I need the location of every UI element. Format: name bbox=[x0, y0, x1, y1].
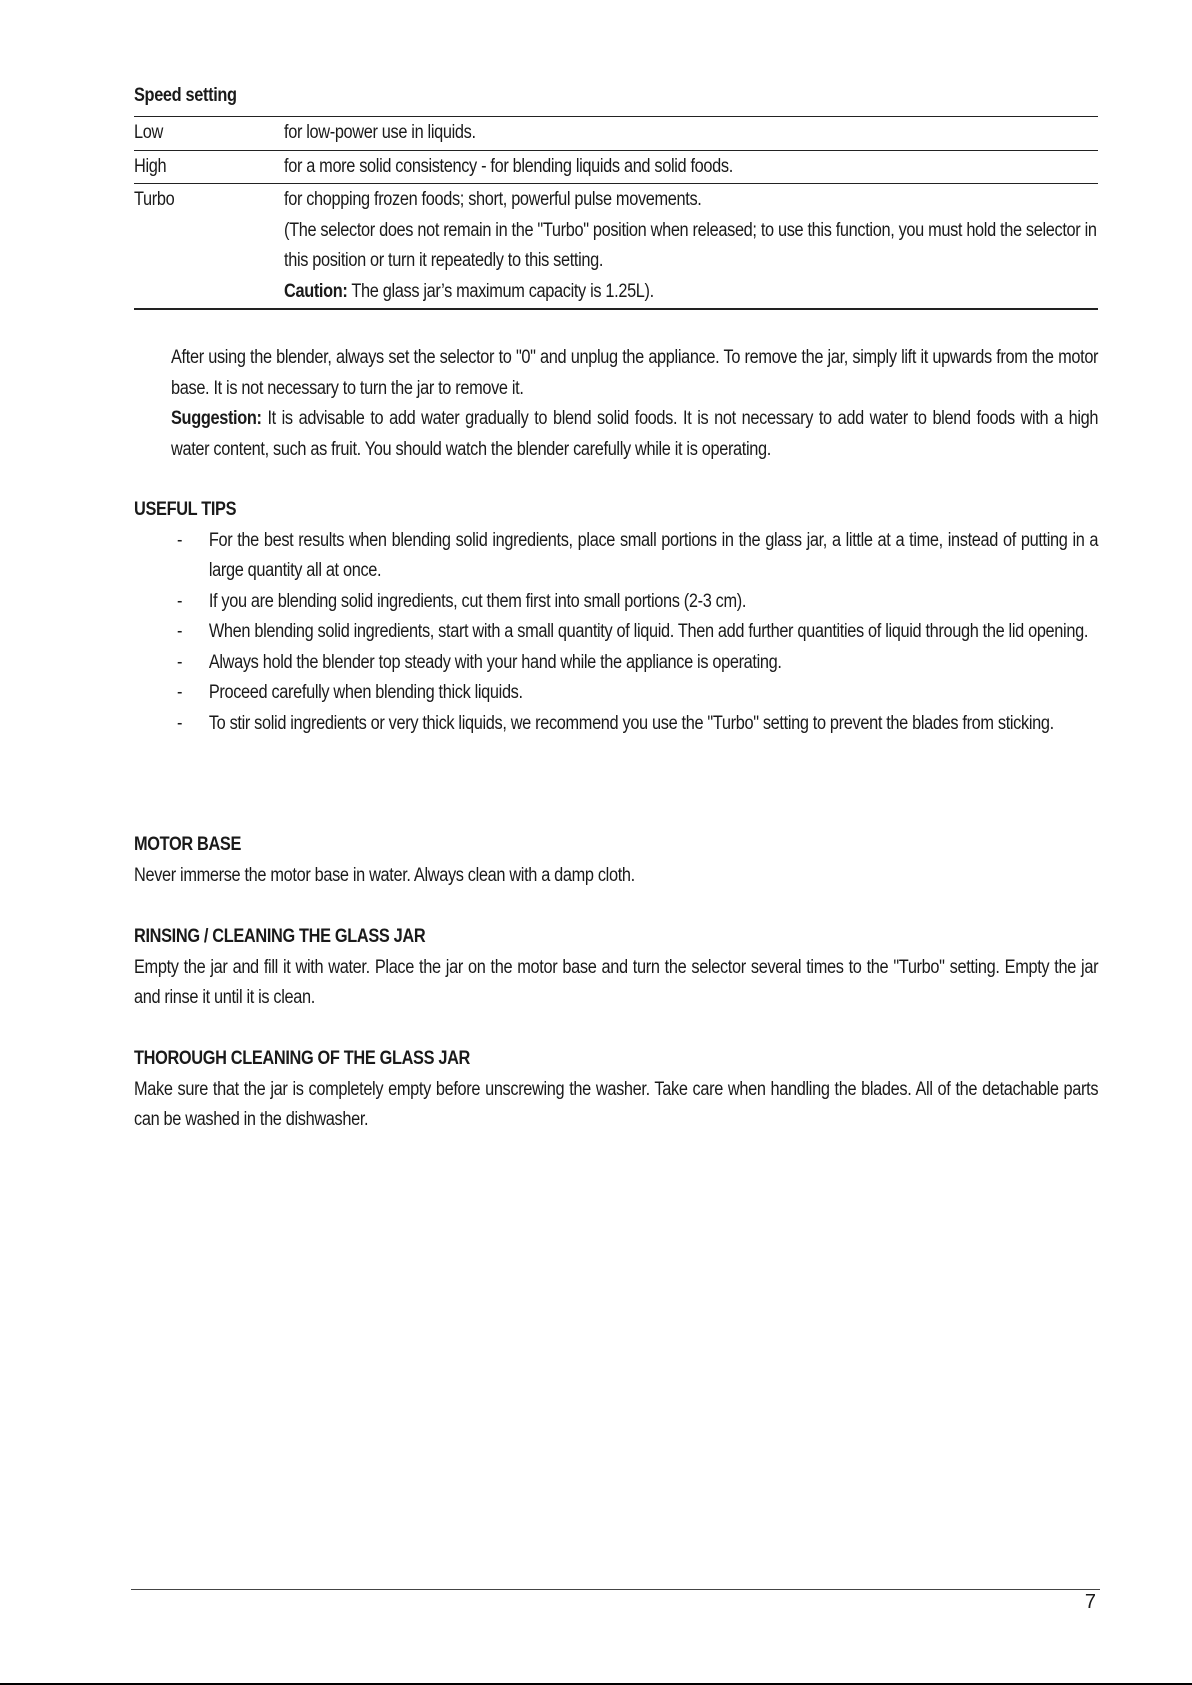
rinsing-heading: RINSING / CLEANING THE GLASS JAR bbox=[134, 926, 426, 947]
list-item: - Always hold the blender top steady with your hand while the appliance is operating. bbox=[177, 651, 782, 673]
useful-tips-heading: USEFUL TIPS bbox=[134, 499, 237, 520]
speed-description: for a more solid consistency - for blending liquids and solid foods. bbox=[284, 155, 733, 177]
table-row bbox=[134, 184, 1098, 310]
speed-name: Turbo bbox=[134, 189, 175, 210]
speed-setting-table bbox=[134, 116, 1098, 310]
useful-tips-section bbox=[134, 495, 1098, 739]
suggestion-label: Suggestion: bbox=[171, 408, 262, 429]
after-use-paragraph bbox=[171, 343, 1098, 465]
rinsing-text: Empty the jar and fill it with water. Place the jar on the motor base and turn the selector several times to the "Turbo" setting. Empty the jar and rinse it until it is clean. bbox=[134, 956, 1099, 1008]
speed-description: for chopping frozen foods; short, powerful pulse movements. bbox=[284, 189, 702, 210]
useful-tips-list bbox=[134, 526, 1098, 740]
motor-base-text: Never immerse the motor base in water. Always clean with a damp cloth. bbox=[134, 864, 635, 886]
caution-line bbox=[284, 277, 1098, 308]
page-number: 7 bbox=[1084, 1591, 1096, 1613]
thorough-cleaning-section bbox=[134, 1044, 1098, 1136]
list-item: - Proceed carefully when blending thick liquids. bbox=[177, 682, 523, 703]
list-item: - If you are blending solid ingredients, cut them first into small portions (2-3 cm). bbox=[177, 590, 747, 612]
speed-name: High bbox=[134, 155, 167, 177]
after-use-text: After using the blender, always set the selector to "0" and unplug the appliance. To remove the jar, simply lift it upwards from the motor base. It is not necessary to turn the jar to remove it. bbox=[171, 347, 1099, 399]
speed-description: for low-power use in liquids. bbox=[284, 122, 476, 143]
table-row bbox=[134, 150, 1098, 184]
rinsing-section bbox=[134, 922, 1098, 1014]
motor-base-section bbox=[134, 830, 1098, 891]
list-item: - To stir solid ingredients or very thick liquids, we recommend you use the "Turbo" setting to prevent the blades from sticking. bbox=[177, 712, 1054, 734]
list-item: - When blending solid ingredients, start with a small quantity of liquid. Then add further quantities of liquid through the lid opening. bbox=[177, 621, 1089, 642]
list-item: - For the best results when blending solid ingredients, place small portions in the glass jar, a little at a time, instead of putting in a large quantity all at once. bbox=[177, 529, 1099, 581]
thorough-cleaning-text: Make sure that the jar is completely empty before unscrewing the washer. Take care when handling the blades. All of the detachable parts can be washed in the dishwasher. bbox=[134, 1078, 1099, 1130]
thorough-cleaning-heading: THOROUGH CLEANING OF THE GLASS JAR bbox=[134, 1048, 471, 1069]
motor-base-heading: MOTOR BASE bbox=[134, 834, 242, 855]
caution-text: The glass jar’s maximum capacity is 1.25L). bbox=[347, 280, 654, 302]
footer-divider bbox=[131, 1589, 1100, 1590]
speed-name: Low bbox=[134, 122, 163, 143]
turbo-note: (The selector does not remain in the "Turbo" position when released; to use this function, you must hold the selector in this position or turn it repeatedly to this setting. bbox=[284, 219, 1097, 271]
suggestion-text: Suggestion: It is advisable to add water gradually to blend solid foods. It is not necessary to add water to blend foods with a high water content, such as fruit. You should watch the blender carefully while it is operating. bbox=[171, 408, 1099, 460]
table-row bbox=[134, 117, 1098, 151]
caution-label: Caution: bbox=[284, 280, 348, 302]
speed-setting-title: Speed setting bbox=[134, 85, 237, 106]
